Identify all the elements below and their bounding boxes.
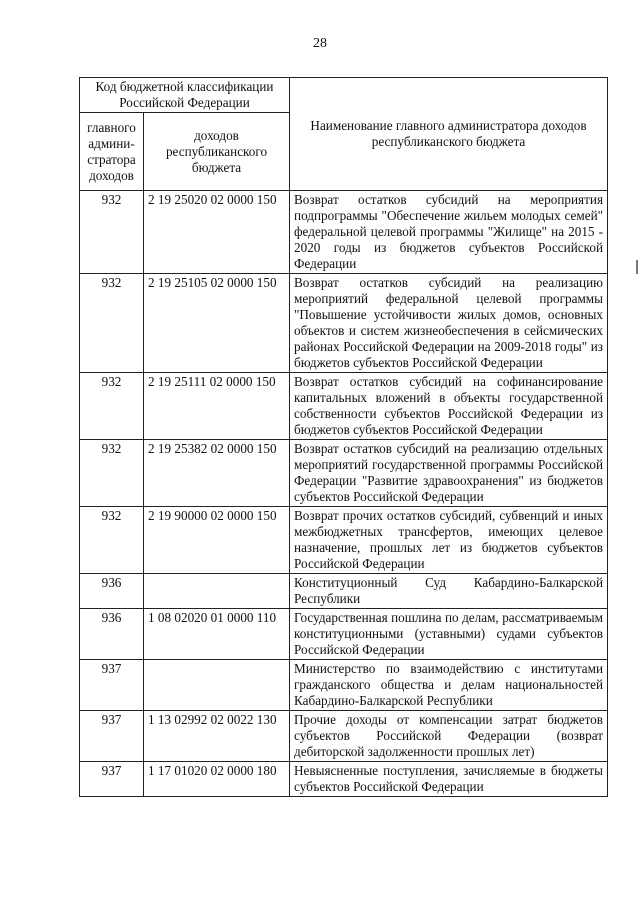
table-row xyxy=(80,191,608,274)
administrator-name-cell: Возврат прочих остатков субсидий, субвенций и иных межбюджетных трансфертов, имеющих целевое назначение, прошлых лет из бюджетов субъектов Российской Федерации xyxy=(290,507,608,574)
admin-code-cell: 937 xyxy=(80,711,144,762)
administrator-name-cell: Государственная пошлина по делам, рассматриваемым конституционными (уставными) судами субъектов Российской Федерации xyxy=(290,609,608,660)
administrator-name-cell: Невыясненные поступления, зачисляемые в бюджеты субъектов Российской Федерации xyxy=(290,762,608,797)
income-code-cell: 2 19 25105 02 0000 150 xyxy=(144,274,290,373)
admin-code-cell: 932 xyxy=(80,507,144,574)
name-column-header: Наименование главного администратора доходов республиканского бюджета xyxy=(290,78,608,191)
table-body xyxy=(80,191,608,797)
budget-classification-table xyxy=(79,77,608,797)
administrator-name-cell: Возврат остатков субсидий на реализацию отдельных мероприятий государственной программы Российской Федерации "Развитие здравоохранения" из бюджетов субъектов Российской Федерации xyxy=(290,440,608,507)
admin-code-cell: 936 xyxy=(80,609,144,660)
table-row xyxy=(80,609,608,660)
income-column-header: доходов республиканского бюджета xyxy=(144,113,290,191)
table-row xyxy=(80,440,608,507)
code-group-header: Код бюджетной классификации Российской Федерации xyxy=(80,78,290,113)
page-number: 28 xyxy=(313,36,327,51)
income-code-cell xyxy=(144,574,290,609)
admin-code-cell: 932 xyxy=(80,191,144,274)
table-row xyxy=(80,762,608,797)
table-row xyxy=(80,711,608,762)
administrator-name-cell: Министерство по взаимодействию с институтами гражданского общества и делам национальностей Кабардино-Балкарской Республики xyxy=(290,660,608,711)
administrator-name-cell: Конституционный Суд Кабардино-Балкарской Республики xyxy=(290,574,608,609)
income-code-cell: 1 17 01020 02 0000 180 xyxy=(144,762,290,797)
income-code-cell: 2 19 25382 02 0000 150 xyxy=(144,440,290,507)
income-code-cell: 1 13 02992 02 0022 130 xyxy=(144,711,290,762)
table-row xyxy=(80,574,608,609)
table-row xyxy=(80,660,608,711)
administrator-name-cell: Прочие доходы от компенсации затрат бюджетов субъектов Российской Федерации (возврат дебиторской задолженности прошлых лет) xyxy=(290,711,608,762)
table-row xyxy=(80,373,608,440)
table-row xyxy=(80,274,608,373)
admin-code-cell: 936 xyxy=(80,574,144,609)
income-code-cell: 2 19 90000 02 0000 150 xyxy=(144,507,290,574)
admin-column-header: главного админи-стратора доходов xyxy=(80,113,144,191)
scan-mark xyxy=(636,260,638,274)
admin-code-cell: 937 xyxy=(80,660,144,711)
income-code-cell: 2 19 25111 02 0000 150 xyxy=(144,373,290,440)
admin-code-cell: 932 xyxy=(80,274,144,373)
administrator-name-cell: Возврат остатков субсидий на реализацию мероприятий федеральной целевой программы "Повышение устойчивости жилых домов, основных объектов и систем жизнеобеспечения в сейсмических районах Российской Федерации на 2009-2018 годы" из бюджетов субъектов Российской Федерации xyxy=(290,274,608,373)
admin-code-cell: 932 xyxy=(80,440,144,507)
administrator-name-cell: Возврат остатков субсидий на мероприятия подпрограммы "Обеспечение жильем молодых семей" федеральной целевой программы "Жилище" на 2015 - 2020 годы из бюджетов субъектов Российской Федерации xyxy=(290,191,608,274)
admin-code-cell: 937 xyxy=(80,762,144,797)
income-code-cell xyxy=(144,660,290,711)
income-code-cell: 1 08 02020 01 0000 110 xyxy=(144,609,290,660)
administrator-name-cell: Возврат остатков субсидий на софинансирование капитальных вложений в объекты государственной собственности субъектов Российской Федерации из бюджетов субъектов Российской Федерации xyxy=(290,373,608,440)
table-row xyxy=(80,507,608,574)
admin-code-cell: 932 xyxy=(80,373,144,440)
income-code-cell: 2 19 25020 02 0000 150 xyxy=(144,191,290,274)
